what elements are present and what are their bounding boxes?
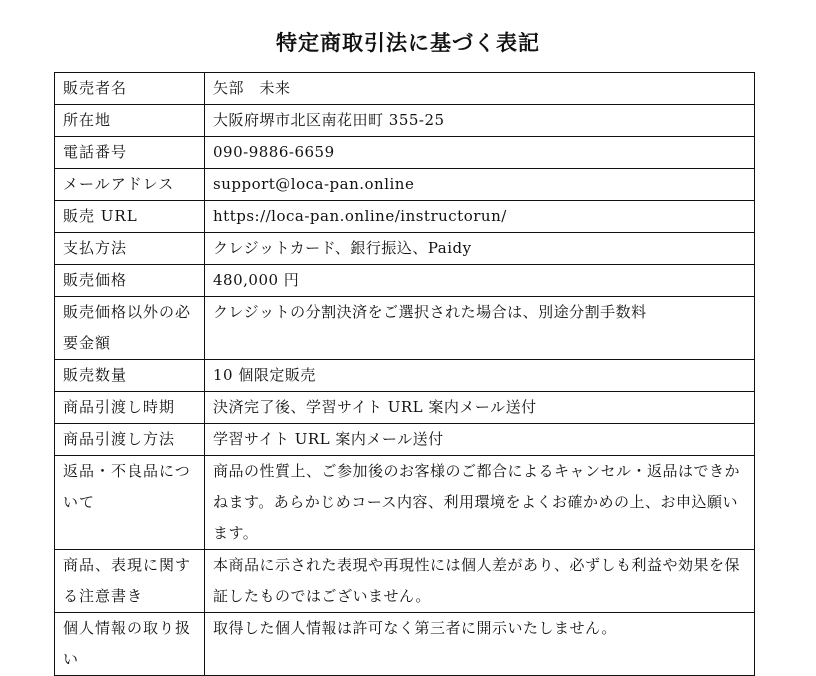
row-label: 支払方法 [55, 233, 205, 265]
row-label: 所在地 [55, 105, 205, 137]
row-label: 返品・不良品について [55, 456, 205, 550]
row-value: https://loca-pan.online/instructorun/ [205, 201, 755, 233]
table-row-phone [55, 137, 755, 169]
row-label: 個人情報の取り扱い [55, 613, 205, 676]
table-row-quantity [55, 360, 755, 392]
table-row-sales-url [55, 201, 755, 233]
row-label: 商品、表現に関する注意書き [55, 550, 205, 613]
row-label: 商品引渡し時期 [55, 392, 205, 424]
row-label: 販売価格 [55, 265, 205, 297]
row-label: 電話番号 [55, 137, 205, 169]
table-row-email [55, 169, 755, 201]
table-row-delivery-time [55, 392, 755, 424]
table-row-payment-method [55, 233, 755, 265]
row-value: 大阪府堺市北区南花田町 355-25 [205, 105, 755, 137]
row-value: 矢部 未来 [205, 73, 755, 105]
row-value: 本商品に示された表現や再現性には個人差があり、必ずしも利益や効果を保証したものではございません。 [205, 550, 755, 613]
row-value: 090-9886-6659 [205, 137, 755, 169]
row-label: 販売者名 [55, 73, 205, 105]
row-value: 決済完了後、学習サイト URL 案内メール送付 [205, 392, 755, 424]
row-value: クレジットカード、銀行振込、Paidy [205, 233, 755, 265]
table-row-expression-notice [55, 550, 755, 613]
table-row-seller-name [55, 73, 755, 105]
table-row-returns [55, 456, 755, 550]
row-value: support@loca-pan.online [205, 169, 755, 201]
table-row-address [55, 105, 755, 137]
table-row-privacy [55, 613, 755, 676]
row-label: 販売 URL [55, 201, 205, 233]
row-value: 商品の性質上、ご参加後のお客様のご都合によるキャンセル・返品はできかねます。あらかじめコース内容、利用環境をよくお確かめの上、お申込願います。 [205, 456, 755, 550]
row-label: 販売価格以外の必要金額 [55, 297, 205, 360]
row-label: 販売数量 [55, 360, 205, 392]
row-value: 取得した個人情報は許可なく第三者に開示いたしません。 [205, 613, 755, 676]
row-label: メールアドレス [55, 169, 205, 201]
table-row-delivery-method [55, 424, 755, 456]
row-value: 480,000 円 [205, 265, 755, 297]
row-value: 10 個限定販売 [205, 360, 755, 392]
table-row-additional-costs [55, 297, 755, 360]
row-value: クレジットの分割決済をご選択された場合は、別途分割手数料 [205, 297, 755, 360]
table-row-price [55, 265, 755, 297]
row-label: 商品引渡し方法 [55, 424, 205, 456]
row-value: 学習サイト URL 案内メール送付 [205, 424, 755, 456]
page-title: 特定商取引法に基づく表記 [276, 31, 540, 55]
disclosure-table [54, 72, 755, 676]
